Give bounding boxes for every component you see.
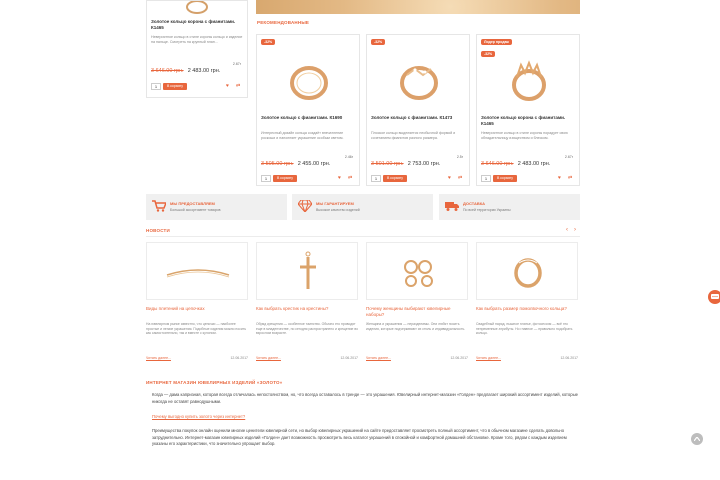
news-image[interactable]	[146, 242, 248, 300]
scroll-top-icon[interactable]	[691, 433, 703, 445]
discount-badge: -32%	[261, 39, 275, 45]
news-image[interactable]	[476, 242, 578, 300]
add-to-cart-button[interactable]: В корзину	[383, 175, 407, 182]
ring-image[interactable]	[499, 53, 559, 105]
product-weight: 2.5г	[456, 155, 463, 159]
product-title[interactable]: Золотое кольцо с фианитами. К1690	[261, 115, 343, 120]
new-price: 2 483.00 грн.	[187, 68, 221, 74]
product-weight: 2.67г	[232, 62, 241, 66]
sidebar-product-card[interactable]	[146, 0, 248, 98]
quantity-field[interactable]: 1	[151, 83, 161, 90]
discount-badge: -32%	[371, 39, 385, 45]
product-title[interactable]: Золотое кольцо корона с фианитами. К1465	[151, 19, 236, 30]
news-item[interactable]	[146, 242, 248, 366]
product-card[interactable]	[476, 34, 580, 186]
new-price: 2 455.00 грн.	[297, 161, 331, 167]
news-title[interactable]: Как выбрать размер помолвочного кольца?	[476, 306, 567, 311]
feature-title: МЫ ПРЕДОСТАВЛЯЕМ	[170, 201, 215, 206]
news-text: Обряд крещения — особенное таинство. Обычно его проводят еще в младенчестве, но сегодня распространено и крещение во взрослом возрасте.	[256, 322, 358, 336]
new-price: 2 483.00 грн.	[517, 161, 551, 167]
cart-icon	[152, 200, 166, 215]
feature-subtitle: Высокое качество изделий	[316, 208, 360, 212]
news-text: Женщина и украшения — неразделимы. Они любят носить изделия, которые подчеркивают их стиль и индивидуальность.	[366, 322, 466, 331]
product-weight: 2.67г	[564, 155, 573, 159]
ring-image[interactable]	[177, 1, 217, 15]
top-banner	[256, 0, 580, 14]
price-row	[371, 161, 440, 167]
compare-icon[interactable]: ⇄	[458, 175, 463, 181]
feature-delivery	[439, 194, 580, 220]
heart-icon[interactable]: ♥	[448, 175, 451, 181]
feature-title: МЫ ГАРАНТИРУЕМ	[316, 201, 354, 206]
about-link[interactable]: Почему выгодно купить золото через интернет?	[152, 414, 246, 419]
heart-icon[interactable]: ♥	[558, 175, 561, 181]
price-row	[261, 161, 330, 167]
news-heading: НОВОСТИ	[146, 228, 170, 233]
news-title[interactable]: Как выбрать крестик на крестины?	[256, 306, 329, 311]
old-price: 3 501.00 грн.	[371, 161, 404, 167]
divider	[146, 236, 580, 237]
discount-badge: -32%	[481, 51, 495, 57]
about-paragraph: Когда — дама капризная, которая всегда отличалась непостоянством, но, что всегда оставалось в тренде — это украшения. Ювелирный интернет-магазин «Голден» предлагает широкий ассортимент изделий, которые никогда не оставят равнодушными.	[152, 392, 578, 404]
news-image[interactable]	[256, 242, 358, 300]
old-price: 3 505.00 грн.	[261, 161, 294, 167]
product-title[interactable]: Золотое кольцо корона с фианитами. К1465	[481, 115, 566, 126]
news-text: Свадебный наряд, пышное платье, фотосессия — всё это непременные атрибуты. Но главное — правильно подобрать кольцо.	[476, 322, 573, 336]
product-desc: Невероятное кольцо в стиле короны порадует свою обладательницу изяществом и блеском.	[481, 131, 568, 140]
feature-quality	[292, 194, 433, 220]
news-date: 12.06.2017	[450, 356, 468, 360]
old-price: 3 646.00 грн.	[151, 68, 184, 74]
add-to-cart-button[interactable]: В корзину	[493, 175, 517, 182]
diamond-icon	[298, 200, 312, 215]
compare-icon[interactable]: ⇄	[568, 175, 573, 181]
add-to-cart-button[interactable]: В корзину	[273, 175, 297, 182]
news-date: 12.06.2017	[560, 356, 578, 360]
compare-icon[interactable]: ⇄	[236, 83, 241, 89]
product-card[interactable]	[256, 34, 360, 186]
news-item[interactable]	[366, 242, 468, 366]
news-image[interactable]	[366, 242, 468, 300]
price-row	[481, 161, 550, 167]
feature-subtitle: Большой ассортимент товаров	[170, 208, 221, 212]
feature-assortment	[146, 194, 287, 220]
product-weight: 2.46г	[344, 155, 353, 159]
bestseller-badge: Лидер продаж	[481, 39, 512, 45]
read-more-link[interactable]: Читать далее...	[476, 356, 501, 360]
read-more-link[interactable]: Читать далее...	[146, 356, 171, 360]
product-desc: Невероятное кольцо в стиле короны кольцо и изделие на пальце. Смотреть на крупный план...	[151, 35, 243, 44]
recommended-heading: РЕКОМЕНДОВАННЫЕ	[257, 20, 310, 25]
news-text: На ювелирном рынке известно, что цепочки — наиболее простые и легкие украшения. Подобные изделия можно носить как самостоятельно, так и вместе с кулоном.	[146, 322, 247, 336]
read-more-link[interactable]: Читать далее...	[256, 356, 281, 360]
old-price: 3 646.00 грн.	[481, 161, 514, 167]
news-date: 12.06.2017	[230, 356, 248, 360]
feature-subtitle: По всей территории Украины	[463, 208, 511, 212]
read-more-link[interactable]: Читать далее...	[366, 356, 391, 360]
product-desc: Плоское кольцо выделяется необычной формой и сочетанием фианитов разного размера.	[371, 131, 456, 140]
feature-title: ДОСТАВКА	[463, 201, 486, 206]
news-item[interactable]	[256, 242, 358, 366]
heart-icon[interactable]: ♥	[226, 83, 229, 89]
news-date: 12.06.2017	[340, 356, 358, 360]
chat-icon[interactable]	[708, 290, 720, 304]
chevron-left-icon[interactable]: ‹	[566, 227, 568, 233]
news-title[interactable]: Виды плетений на цепочках	[146, 306, 205, 311]
chevron-right-icon[interactable]: ›	[574, 227, 576, 233]
compare-icon[interactable]: ⇄	[348, 175, 353, 181]
quantity-field[interactable]: 1	[481, 175, 491, 182]
product-title[interactable]: Золотое кольцо с фианитами. К1473	[371, 115, 453, 120]
about-paragraph: Преимущества покупок онлайн оценили многие ценители ювелирной сети, но выбор ювелирных украшений на сайте предоставляет просмотреть полный ассортимент, что в обычном магазине сделать довольно затруднительно. Интернет-магазин ювелирных изделий «Голден» дает возможность просмотреть весь каталог украшений в спокойной и комфортной домашней обстановке. Кроме того, рядом с каждым изделием указаны его характеристики, что значительно упрощает выбор.	[152, 428, 567, 447]
quantity-field[interactable]: 1	[261, 175, 271, 182]
product-desc: Интересный дизайн кольца создаёт впечатление роскоши и наполняет украшение особым светом.	[261, 131, 344, 140]
new-price: 2 753.00 грн.	[407, 161, 441, 167]
truck-icon	[445, 200, 459, 215]
news-item[interactable]	[476, 242, 578, 366]
heart-icon[interactable]: ♥	[338, 175, 341, 181]
quantity-field[interactable]: 1	[371, 175, 381, 182]
ring-image[interactable]	[279, 53, 339, 105]
price-row	[151, 68, 220, 74]
about-heading: ИНТЕРНЕТ МАГАЗИН ЮВЕЛИРНЫХ ИЗДЕЛИЙ «ЗОЛОТО»	[146, 380, 283, 385]
add-to-cart-button[interactable]: В корзину	[163, 83, 187, 90]
ring-image[interactable]	[389, 53, 449, 105]
news-title[interactable]: Почему женщины выбирают ювелирные наборы?	[366, 306, 451, 317]
product-card[interactable]	[366, 34, 470, 186]
